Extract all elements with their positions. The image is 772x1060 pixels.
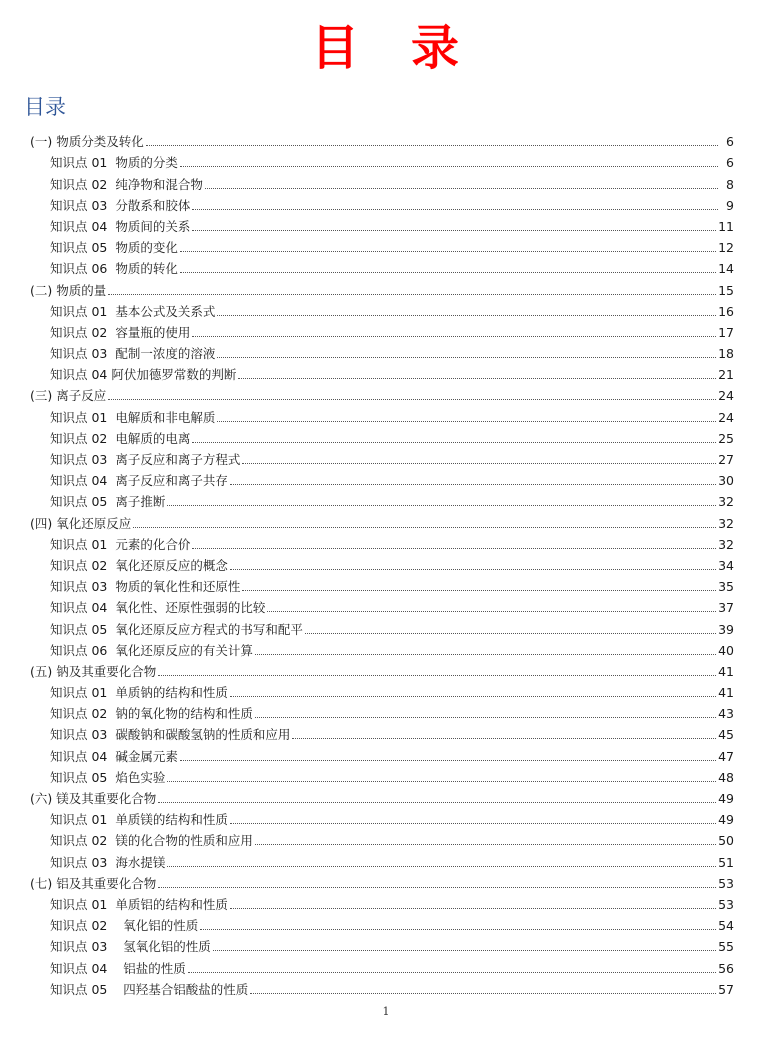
toc-section-entry[interactable] — [30, 193, 734, 214]
toc-section-entry[interactable] — [30, 214, 734, 235]
toc-leader-dots — [242, 463, 716, 464]
toc-entry-label: 知识点 01 物质的分类 — [50, 155, 178, 171]
page-number: 1 — [382, 1005, 390, 1018]
toc-chapter-entry[interactable] — [30, 383, 734, 404]
toc-chapter-entry[interactable] — [30, 786, 734, 807]
document-title: 目 录 — [310, 20, 461, 76]
toc-entry-label: 知识点 01 基本公式及关系式 — [50, 303, 216, 319]
toc-section-entry[interactable] — [30, 977, 734, 998]
table-of-contents — [30, 129, 734, 998]
toc-entry-page: 15 — [718, 282, 734, 298]
toc-leader-dots — [230, 696, 716, 697]
toc-leader-dots — [167, 866, 716, 867]
toc-entry-page: 50 — [718, 833, 734, 849]
toc-entry-page: 45 — [718, 727, 734, 743]
toc-entry-label: 知识点 06 氧化还原反应的有关计算 — [50, 642, 253, 658]
toc-section-entry[interactable] — [30, 574, 734, 595]
toc-entry-label: 知识点 05 焰色实验 — [50, 769, 166, 785]
toc-entry-page: 6 — [726, 155, 734, 171]
toc-chapter-entry[interactable] — [30, 659, 734, 680]
toc-section-entry[interactable] — [30, 362, 734, 383]
toc-leader-dots — [108, 399, 716, 400]
toc-entry-label: (六) 镁及其重要化合物 — [30, 791, 157, 806]
toc-leader-dots — [180, 251, 716, 252]
toc-entry-page: 48 — [718, 769, 734, 785]
toc-section-entry[interactable] — [30, 150, 734, 171]
toc-entry-label: 知识点 06 物质的转化 — [50, 261, 178, 277]
toc-leader-dots — [192, 230, 716, 231]
toc-leader-dots — [200, 929, 716, 930]
toc-leader-dots — [230, 569, 716, 570]
toc-entry-label: 知识点 03 碳酸钠和碳酸氢钠的性质和应用 — [50, 727, 291, 743]
toc-leader-dots — [180, 760, 716, 761]
toc-entry-label: (四) 氧化还原反应 — [30, 515, 132, 531]
toc-entry-page: 51 — [718, 854, 734, 870]
toc-entry-page: 11 — [718, 218, 734, 234]
toc-section-entry[interactable] — [30, 235, 734, 256]
toc-entry-label: 知识点 04 阿伏加德罗常数的判断 — [50, 367, 237, 383]
toc-entry-page: 32 — [718, 515, 734, 531]
toc-entry-page: 27 — [718, 452, 734, 467]
toc-entry-page: 24 — [718, 388, 734, 404]
toc-entry-label: 知识点 03 分散系和胶体 — [50, 197, 191, 213]
toc-section-entry[interactable] — [30, 934, 734, 955]
toc-entry-label: 知识点 02 电解质的电离 — [50, 430, 191, 446]
toc-entry-label: 知识点 03 氢氧化铝的性质 — [50, 939, 211, 955]
toc-entry-label: 知识点 01 单质钠的结构和性质 — [50, 685, 228, 701]
toc-entry-label: 知识点 03 海水提镁 — [50, 854, 166, 870]
toc-section-entry[interactable] — [30, 468, 734, 489]
toc-entry-label: 知识点 03 离子反应和离子方程式 — [50, 452, 241, 467]
toc-entry-label: 知识点 04 离子反应和离子共存 — [50, 473, 228, 489]
toc-leader-dots — [230, 484, 716, 485]
toc-entry-page: 56 — [718, 960, 734, 976]
toc-leader-dots — [158, 887, 716, 888]
toc-entry-label: 知识点 02 钠的氧化物的结构和性质 — [50, 706, 253, 722]
toc-entry-page: 14 — [718, 261, 734, 277]
toc-leader-dots — [230, 823, 716, 824]
toc-section-entry[interactable] — [30, 171, 734, 192]
toc-leader-dots — [146, 145, 718, 146]
toc-section-entry[interactable] — [30, 828, 734, 849]
toc-leader-dots — [108, 294, 716, 295]
toc-entry-page: 9 — [726, 197, 734, 213]
toc-entry-page: 18 — [718, 346, 734, 362]
toc-entry-page: 53 — [718, 896, 734, 912]
toc-leader-dots — [217, 315, 716, 316]
toc-entry-label: 知识点 01 电解质和非电解质 — [50, 409, 216, 425]
toc-entry-label: 知识点 02 氧化铝的性质 — [50, 918, 199, 934]
toc-section-entry[interactable] — [30, 447, 734, 468]
toc-leader-dots — [192, 442, 716, 443]
toc-entry-label: 知识点 05 物质的变化 — [50, 240, 178, 256]
toc-leader-dots — [250, 993, 716, 994]
toc-leader-dots — [242, 590, 716, 591]
toc-section-entry[interactable] — [30, 680, 734, 701]
toc-entry-page: 40 — [718, 642, 734, 658]
toc-entry-page: 43 — [718, 706, 734, 722]
toc-entry-page: 47 — [718, 748, 734, 764]
toc-chapter-entry[interactable] — [30, 129, 734, 150]
toc-section-entry[interactable] — [30, 892, 734, 913]
toc-leader-dots — [158, 675, 716, 676]
toc-entry-label: (三) 离子反应 — [30, 388, 107, 404]
toc-entry-page: 53 — [718, 875, 734, 891]
toc-leader-dots — [205, 188, 718, 189]
toc-entry-page: 25 — [718, 430, 734, 446]
toc-leader-dots — [217, 421, 716, 422]
toc-entry-label: 知识点 05 离子推断 — [50, 494, 166, 510]
toc-section-entry[interactable] — [30, 722, 734, 743]
toc-leader-dots — [158, 802, 716, 803]
toc-section-entry[interactable] — [30, 489, 734, 510]
toc-entry-label: 知识点 03 物质的氧化性和还原性 — [50, 579, 241, 595]
toc-entry-page: 54 — [718, 918, 734, 934]
toc-section-entry[interactable] — [30, 616, 734, 637]
toc-entry-page: 35 — [718, 579, 734, 595]
toc-section-entry[interactable] — [30, 256, 734, 277]
toc-entry-page: 6 — [726, 134, 734, 150]
toc-entry-page: 49 — [718, 812, 734, 828]
toc-leader-dots — [238, 378, 716, 379]
toc-entry-page: 16 — [718, 303, 734, 319]
toc-entry-label: 知识点 04 氧化性、还原性强弱的比较 — [50, 600, 266, 616]
toc-section-entry[interactable] — [30, 743, 734, 764]
toc-leader-dots — [192, 548, 716, 549]
toc-leader-dots — [192, 336, 716, 337]
toc-section-entry[interactable] — [30, 553, 734, 574]
toc-entry-page: 41 — [718, 685, 734, 701]
toc-section-entry[interactable] — [30, 765, 734, 786]
toc-entry-label: 知识点 04 碱金属元素 — [50, 748, 178, 764]
toc-entry-page: 32 — [718, 536, 734, 552]
toc-leader-dots — [167, 505, 716, 506]
toc-entry-page: 39 — [718, 621, 734, 637]
toc-entry-page: 24 — [718, 409, 734, 425]
toc-leader-dots — [167, 781, 716, 782]
toc-entry-label: 知识点 02 氧化还原反应的概念 — [50, 557, 228, 573]
toc-section-entry[interactable] — [30, 595, 734, 616]
toc-entry-page: 57 — [718, 981, 734, 997]
toc-section-entry[interactable] — [30, 638, 734, 659]
toc-entry-label: (五) 钠及其重要化合物 — [30, 663, 157, 679]
toc-entry-page: 17 — [718, 324, 734, 340]
toc-entry-label: 知识点 02 容量瓶的使用 — [50, 324, 191, 340]
toc-chapter-entry[interactable] — [30, 510, 734, 531]
toc-leader-dots — [255, 844, 716, 845]
toc-leader-dots — [180, 166, 718, 167]
toc-entry-page: 49 — [718, 791, 734, 806]
toc-entry-label: 知识点 02 镁的化合物的性质和应用 — [50, 833, 253, 849]
toc-section-entry[interactable] — [30, 913, 734, 934]
toc-leader-dots — [133, 527, 716, 528]
toc-entry-page: 32 — [718, 494, 734, 510]
toc-section-entry[interactable] — [30, 404, 734, 425]
toc-chapter-entry[interactable] — [30, 277, 734, 298]
toc-entry-page: 55 — [718, 939, 734, 955]
toc-entry-label: 知识点 01 单质铝的结构和性质 — [50, 896, 228, 912]
toc-leader-dots — [292, 738, 716, 739]
toc-section-entry[interactable] — [30, 426, 734, 447]
toc-entry-page: 30 — [718, 473, 734, 489]
toc-entry-label: (一) 物质分类及转化 — [30, 134, 144, 150]
toc-entry-page: 12 — [718, 240, 734, 256]
toc-heading: 目录 — [24, 95, 66, 119]
toc-entry-page: 37 — [718, 600, 734, 616]
toc-leader-dots — [192, 209, 718, 210]
toc-entry-label: 知识点 05 四羟基合铝酸盐的性质 — [50, 981, 249, 997]
toc-entry-label: 知识点 02 纯净物和混合物 — [50, 176, 203, 192]
toc-entry-label: (七) 铝及其重要化合物 — [30, 875, 157, 891]
toc-section-entry[interactable] — [30, 299, 734, 320]
toc-section-entry[interactable] — [30, 532, 734, 553]
toc-leader-dots — [180, 272, 716, 273]
toc-leader-dots — [255, 654, 716, 655]
toc-leader-dots — [230, 908, 716, 909]
toc-leader-dots — [255, 717, 716, 718]
toc-section-entry[interactable] — [30, 807, 734, 828]
toc-leader-dots — [217, 357, 716, 358]
toc-entry-label: 知识点 01 元素的化合价 — [50, 536, 191, 552]
toc-leader-dots — [267, 611, 716, 612]
toc-entry-label: 知识点 03 配制一浓度的溶液 — [50, 346, 216, 362]
toc-leader-dots — [213, 950, 716, 951]
toc-entry-page: 21 — [718, 367, 734, 383]
toc-entry-label: 知识点 01 单质镁的结构和性质 — [50, 812, 228, 828]
toc-entry-page: 8 — [726, 176, 734, 192]
toc-entry-page: 34 — [718, 557, 734, 573]
toc-entry-label: 知识点 04 物质间的关系 — [50, 218, 191, 234]
toc-section-entry[interactable] — [30, 849, 734, 870]
toc-entry-page: 41 — [718, 663, 734, 679]
toc-section-entry[interactable] — [30, 701, 734, 722]
toc-entry-label: (二) 物质的量 — [30, 282, 107, 298]
toc-leader-dots — [305, 633, 716, 634]
toc-section-entry[interactable] — [30, 320, 734, 341]
toc-entry-label: 知识点 04 铝盐的性质 — [50, 960, 186, 976]
toc-section-entry[interactable] — [30, 341, 734, 362]
toc-chapter-entry[interactable] — [30, 871, 734, 892]
toc-entry-label: 知识点 05 氧化还原反应方程式的书写和配平 — [50, 621, 303, 637]
toc-section-entry[interactable] — [30, 955, 734, 976]
toc-leader-dots — [188, 972, 716, 973]
